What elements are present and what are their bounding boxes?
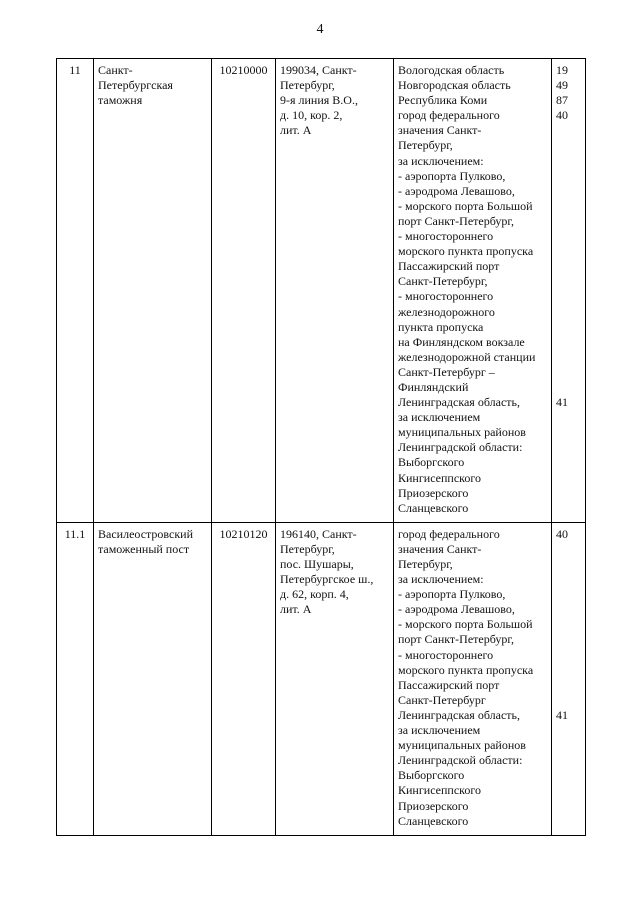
text-line [556,244,581,259]
text-line [556,380,581,395]
text-line: - аэродрома Левашово, [398,183,515,198]
text-line [556,663,581,678]
text-line: Ленинградской области: [398,440,523,455]
text-line: - многостороннего [398,647,494,662]
customs-address [276,522,394,835]
text-line: Ленинградская область, [398,395,520,410]
text-line [556,365,581,380]
text-line: 49 [556,78,568,93]
text-line: Санкт- [98,63,133,77]
text-line: морского пункта пропуска [398,662,534,677]
text-line: железнодорожной станции [398,349,536,364]
text-line: порт Санкт-Петербург, [398,213,514,228]
text-line: порт Санкт-Петербург, [398,632,514,647]
text-line [556,289,581,304]
text-line: Санкт-Петербург – [398,364,495,379]
text-line [556,305,581,320]
text-line: - аэродрома Левашово, [398,602,515,617]
row-number: 11 [57,59,94,523]
text-line [556,542,581,557]
customs-name [94,59,212,523]
customs-name [94,522,212,835]
text-line [556,678,581,693]
text-line: - морского порта Большой [398,198,533,213]
text-line: Пассажирский порт [398,677,500,692]
table-row [57,522,586,835]
text-line: на Финляндском вокзале [398,334,525,349]
text-line: Петербург, [280,78,335,93]
text-line: Сланцевского [398,813,469,828]
region-codes [552,59,586,523]
region-codes [552,522,586,835]
text-line: значения Санкт- [398,123,482,138]
row-number: 11.1 [57,522,94,835]
text-line: 19 [556,63,568,77]
text-line: город федерального [398,526,500,541]
text-line [556,602,581,617]
text-line: д. 62, корп. 4, [280,587,349,602]
text-line: Петербург, [398,138,453,153]
text-line [556,184,581,199]
text-line: - аэропорта Пулково, [398,587,506,602]
text-line: 9-я линия В.О., [280,93,358,108]
text-line: Сланцевского [398,500,469,515]
text-line: Выборгского [398,768,465,783]
text-line [556,572,581,587]
text-line: морского пункта пропуска [398,244,534,259]
text-line: Пассажирский порт [398,259,500,274]
text-line [556,648,581,663]
table-row [57,59,586,523]
text-line: 40 [556,526,568,541]
text-line: Ленинградской области: [398,753,523,768]
text-line: за исключением: [398,153,484,168]
customs-code: 10210120 [212,522,276,835]
text-line: Петербургская [98,78,173,93]
text-line: город федерального [398,108,500,123]
text-line: 41 [556,707,568,722]
text-line: - морского порта Большой [398,617,533,632]
customs-table [56,58,586,836]
text-line: Новгородская область [398,78,511,93]
text-line: муниципальных районов [398,738,526,753]
text-line [556,557,581,572]
text-line: Приозерского [398,485,469,500]
text-line [556,259,581,274]
text-line: д. 10, кор. 2, [280,108,343,123]
text-line: за исключением [398,723,481,738]
text-line: 199034, Санкт- [280,63,357,77]
text-line: - многостороннего [398,289,494,304]
text-line [556,169,581,184]
region-list [394,522,552,835]
text-line: Санкт-Петербург, [398,274,488,289]
text-line: Василеостровский [98,526,194,541]
text-line: Кингисеппского [398,470,482,485]
text-line [556,335,581,350]
customs-code: 10210000 [212,59,276,523]
text-line: Кингисеппского [398,783,482,798]
text-line: 196140, Санкт- [280,526,357,541]
text-line: железнодорожного [398,304,495,319]
text-line: - многостороннего [398,229,494,244]
text-line: - аэропорта Пулково, [398,168,506,183]
text-line [556,274,581,289]
text-line [556,199,581,214]
text-line: Выборгского [398,455,465,470]
text-line: пункта пропуска [398,319,484,334]
customs-address [276,59,394,523]
text-line: за исключением: [398,572,484,587]
text-line [556,320,581,335]
page-number: 4 [316,22,324,37]
text-line: таможня [98,93,143,108]
text-line: 40 [556,108,568,123]
text-line: Петербургское ш., [280,572,374,587]
text-line: Санкт-Петербург [398,692,486,707]
text-line [556,693,581,708]
text-line [556,587,581,602]
text-line: муниципальных районов [398,425,526,440]
text-line [556,123,581,138]
region-list [394,59,552,523]
text-line: Ленинградская область, [398,707,520,722]
text-line: Республика Коми [398,93,488,108]
text-line: лит. А [280,123,312,138]
text-line: 87 [556,93,568,108]
text-line: Приозерского [398,798,469,813]
text-line: 41 [556,395,568,410]
text-line [556,154,581,169]
text-line: Вологодская область [398,63,505,77]
text-line: за исключением [398,410,481,425]
text-line [556,617,581,632]
text-line: лит. А [280,602,312,617]
text-line: Петербург, [398,557,453,571]
text-line: значения Санкт- [398,541,482,556]
text-line [556,138,581,153]
text-line [556,632,581,647]
text-line: Финляндский [398,379,469,394]
text-line [556,214,581,229]
text-line: Петербург, [280,541,335,556]
text-line: пос. Шушары, [280,557,354,571]
text-line [556,229,581,244]
text-line: таможенный пост [98,541,190,556]
text-line [556,350,581,365]
